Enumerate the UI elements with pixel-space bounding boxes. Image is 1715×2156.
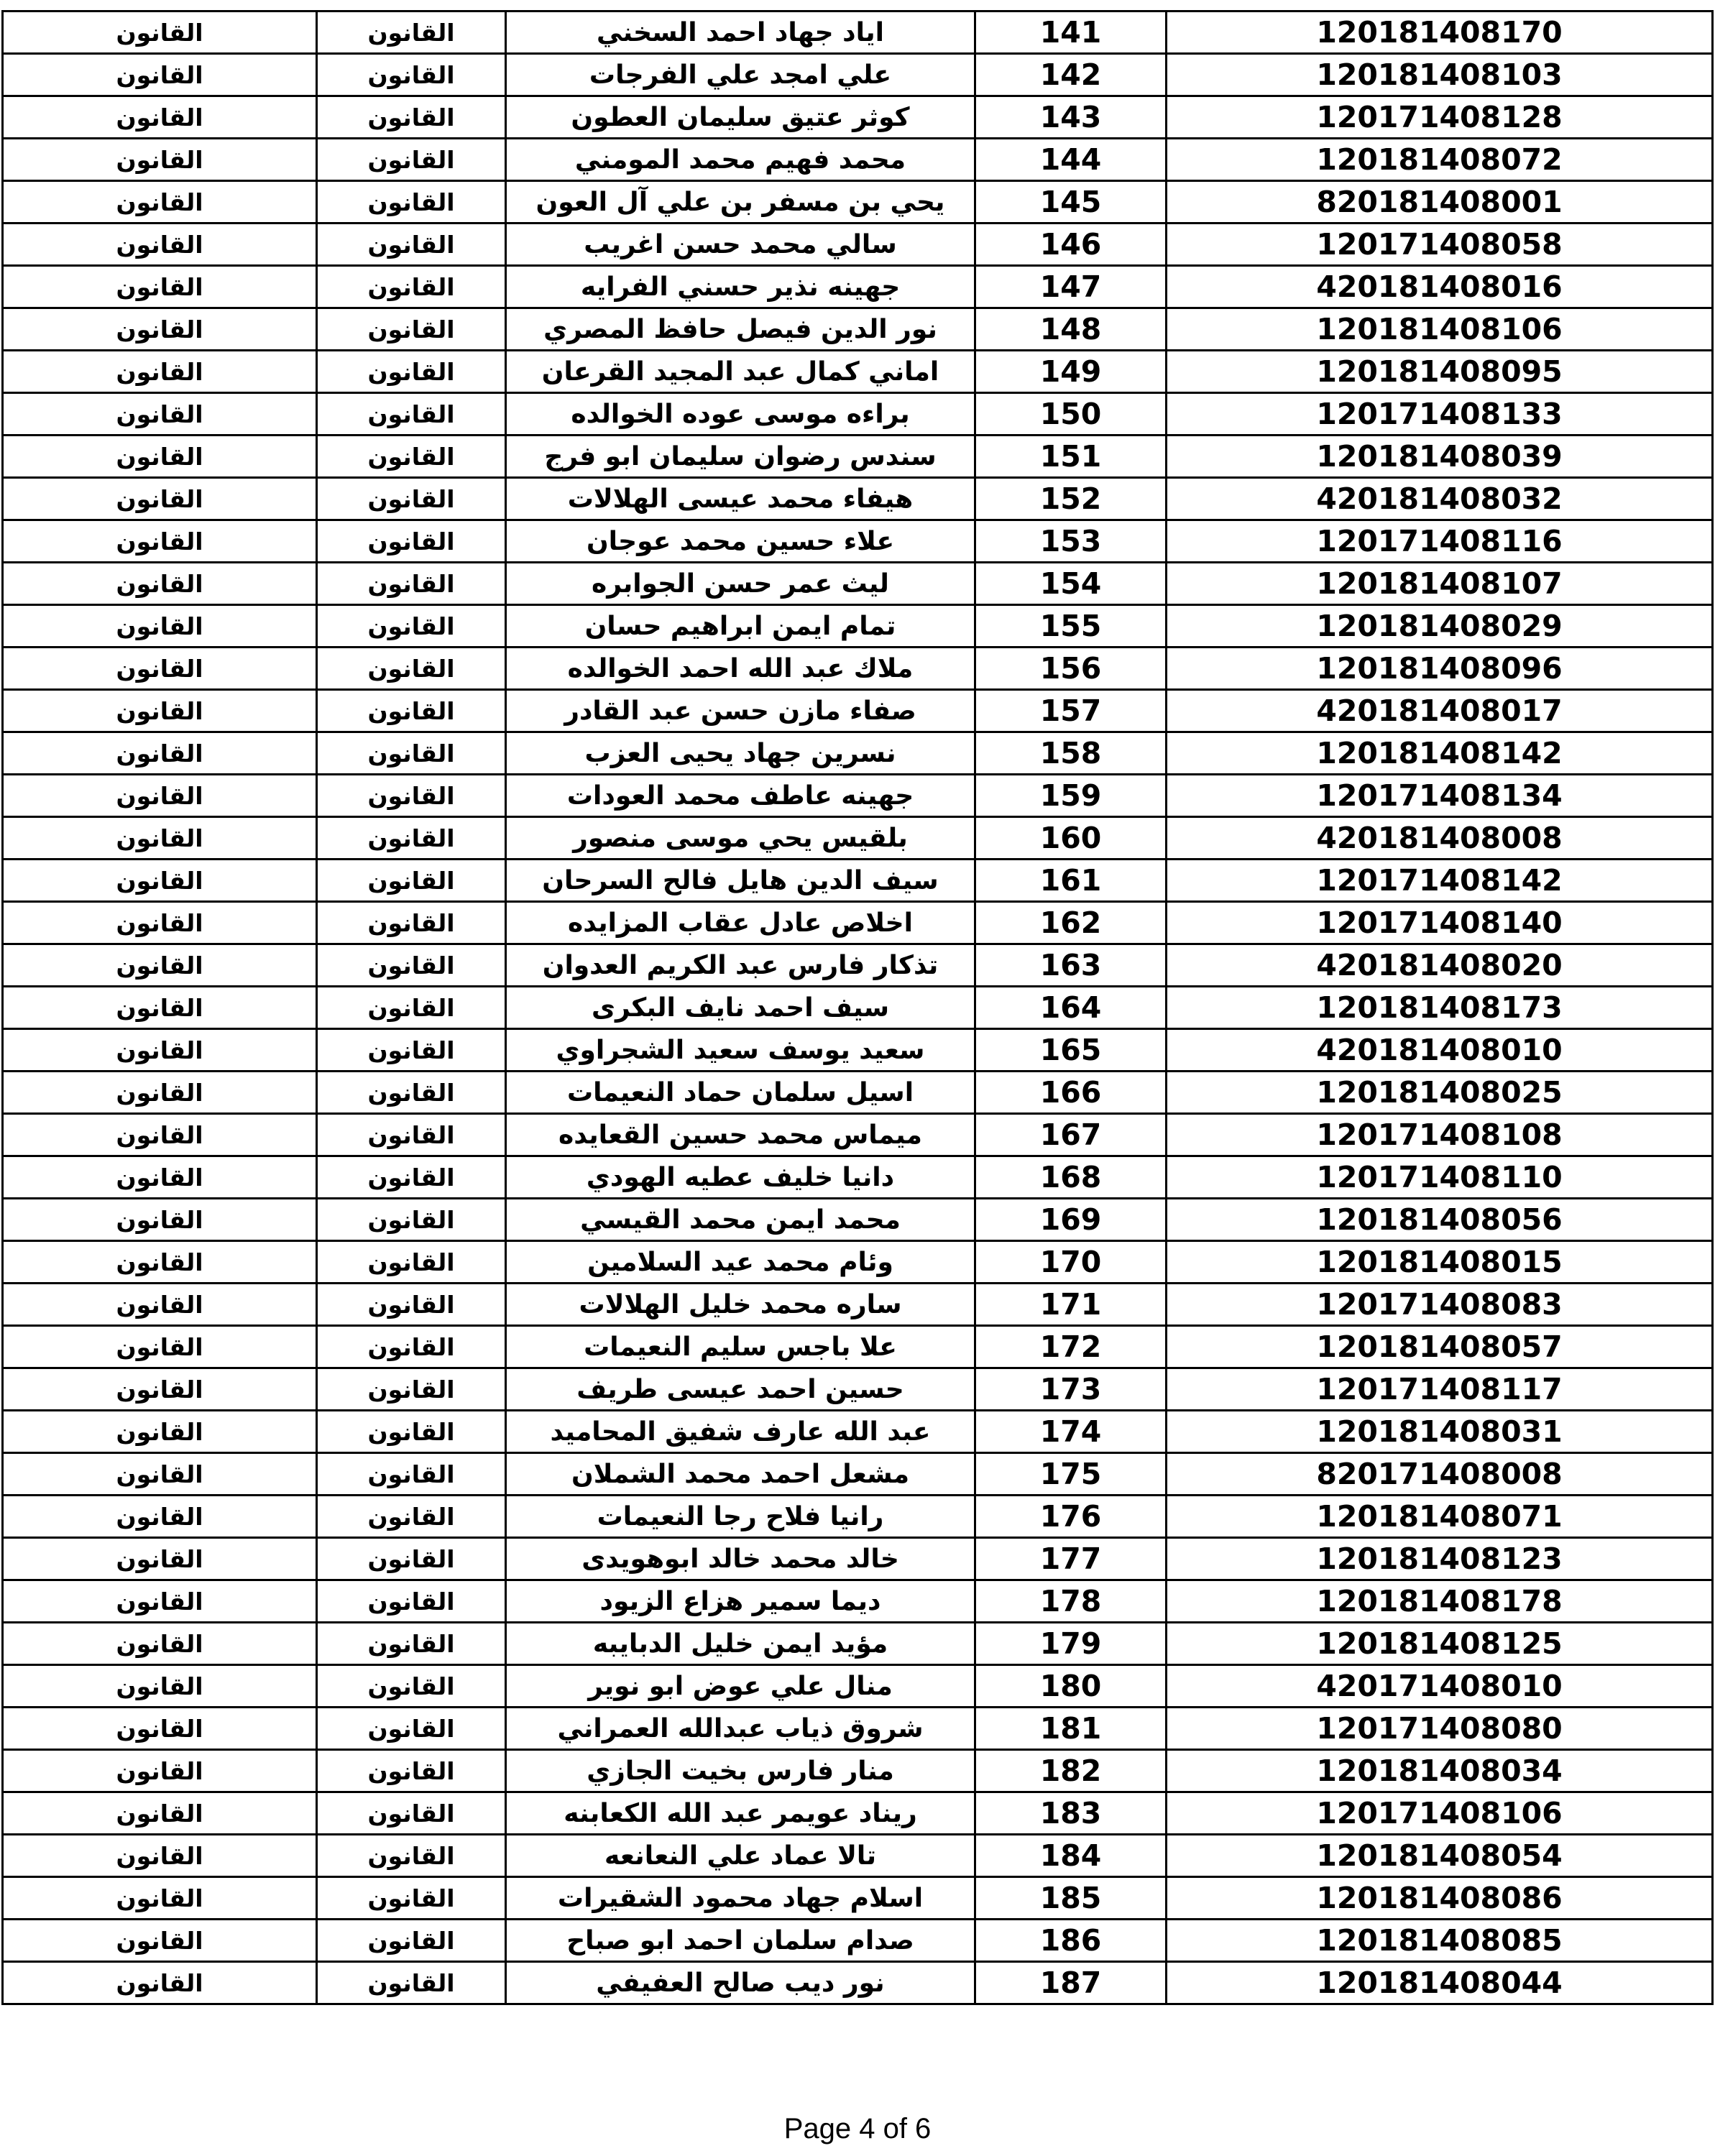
student-id-cell: 120171408108 [1167, 1114, 1713, 1156]
student-name-cell: سيف احمد نايف البكرى [506, 987, 975, 1029]
sequence-number-cell: 156 [975, 648, 1167, 690]
department-cell: القانون [317, 1072, 506, 1114]
department-cell: القانون [317, 1835, 506, 1877]
sequence-number-cell: 176 [975, 1496, 1167, 1538]
student-name-cell: تذكار فارس عبد الكريم العدوان [506, 944, 975, 987]
sequence-number-cell: 155 [975, 605, 1167, 648]
student-id-cell: 420181408020 [1167, 944, 1713, 987]
table-row [3, 54, 1713, 96]
table-row [3, 775, 1713, 817]
faculty-cell: القانون [3, 1580, 317, 1623]
faculty-cell: القانون [3, 520, 317, 563]
faculty-cell: القانون [3, 1368, 317, 1411]
student-name-cell: محمد ايمن محمد القيسي [506, 1199, 975, 1241]
faculty-cell: القانون [3, 11, 317, 54]
sequence-number-cell: 181 [975, 1708, 1167, 1750]
table-row [3, 1623, 1713, 1665]
faculty-cell: القانون [3, 1199, 317, 1241]
faculty-cell: القانون [3, 478, 317, 520]
department-cell: القانون [317, 1792, 506, 1835]
faculty-cell: القانون [3, 308, 317, 351]
department-cell: القانون [317, 775, 506, 817]
department-cell: القانون [317, 1029, 506, 1072]
faculty-cell: القانون [3, 1411, 317, 1453]
department-cell: القانون [317, 1284, 506, 1326]
sequence-number-cell: 182 [975, 1750, 1167, 1792]
faculty-cell: القانون [3, 690, 317, 732]
student-id-cell: 420181408016 [1167, 266, 1713, 308]
student-name-cell: شروق ذياب عبدالله العمراني [506, 1708, 975, 1750]
sequence-number-cell: 167 [975, 1114, 1167, 1156]
student-id-cell: 120171408117 [1167, 1368, 1713, 1411]
table-row [3, 436, 1713, 478]
faculty-cell: القانون [3, 817, 317, 860]
student-id-cell: 120181408107 [1167, 563, 1713, 605]
table-row [3, 139, 1713, 181]
department-cell: القانون [317, 351, 506, 393]
faculty-cell: القانون [3, 1623, 317, 1665]
faculty-cell: القانون [3, 1284, 317, 1326]
department-cell: القانون [317, 817, 506, 860]
table-row [3, 1199, 1713, 1241]
table-row [3, 648, 1713, 690]
student-name-cell: اياد جهاد احمد السخني [506, 11, 975, 54]
faculty-cell: القانون [3, 1708, 317, 1750]
table-row [3, 224, 1713, 266]
student-name-cell: براءه موسى عوده الخوالده [506, 393, 975, 436]
sequence-number-cell: 175 [975, 1453, 1167, 1496]
faculty-cell: القانون [3, 1156, 317, 1199]
table-row [3, 11, 1713, 54]
student-id-cell: 120181408125 [1167, 1623, 1713, 1665]
department-cell: القانون [317, 690, 506, 732]
student-name-cell: سعيد يوسف سعيد الشجراوي [506, 1029, 975, 1072]
table-row [3, 181, 1713, 224]
student-name-cell: اسيل سلمان حماد النعيمات [506, 1072, 975, 1114]
faculty-cell: القانون [3, 266, 317, 308]
table-row [3, 563, 1713, 605]
sequence-number-cell: 150 [975, 393, 1167, 436]
student-id-cell: 120181408039 [1167, 436, 1713, 478]
department-cell: القانون [317, 520, 506, 563]
table-row [3, 1580, 1713, 1623]
faculty-cell: القانون [3, 860, 317, 902]
table-row [3, 1326, 1713, 1368]
faculty-cell: القانون [3, 563, 317, 605]
sequence-number-cell: 184 [975, 1835, 1167, 1877]
table-row [3, 351, 1713, 393]
faculty-cell: القانون [3, 1538, 317, 1580]
student-name-cell: تمام ايمن ابراهيم حسان [506, 605, 975, 648]
table-row [3, 1496, 1713, 1538]
department-cell: القانون [317, 1114, 506, 1156]
sequence-number-cell: 154 [975, 563, 1167, 605]
sequence-number-cell: 158 [975, 732, 1167, 775]
department-cell: القانون [317, 944, 506, 987]
student-name-cell: رانيا فلاح رجا النعيمات [506, 1496, 975, 1538]
student-id-cell: 120181408025 [1167, 1072, 1713, 1114]
faculty-cell: القانون [3, 224, 317, 266]
sequence-number-cell: 149 [975, 351, 1167, 393]
student-id-cell: 420171408010 [1167, 1665, 1713, 1708]
sequence-number-cell: 183 [975, 1792, 1167, 1835]
faculty-cell: القانون [3, 732, 317, 775]
department-cell: القانون [317, 860, 506, 902]
table-row [3, 308, 1713, 351]
faculty-cell: القانون [3, 1665, 317, 1708]
department-cell: القانون [317, 1496, 506, 1538]
faculty-cell: القانون [3, 393, 317, 436]
table-row [3, 1368, 1713, 1411]
department-cell: القانون [317, 308, 506, 351]
student-id-cell: 420181408032 [1167, 478, 1713, 520]
table-row [3, 1877, 1713, 1920]
student-name-cell: يحي بن مسفر بن علي آل العون [506, 181, 975, 224]
student-id-cell: 120181408031 [1167, 1411, 1713, 1453]
department-cell: القانون [317, 1877, 506, 1920]
student-id-cell: 120181408071 [1167, 1496, 1713, 1538]
department-cell: القانون [317, 393, 506, 436]
sequence-number-cell: 141 [975, 11, 1167, 54]
student-name-cell: مشعل احمد محمد الشملان [506, 1453, 975, 1496]
sequence-number-cell: 145 [975, 181, 1167, 224]
student-name-cell: اماني كمال عبد المجيد القرعان [506, 351, 975, 393]
faculty-cell: القانون [3, 1241, 317, 1284]
department-cell: القانون [317, 54, 506, 96]
student-id-cell: 120181408015 [1167, 1241, 1713, 1284]
department-cell: القانون [317, 1326, 506, 1368]
department-cell: القانون [317, 1411, 506, 1453]
sequence-number-cell: 186 [975, 1920, 1167, 1962]
sequence-number-cell: 148 [975, 308, 1167, 351]
student-name-cell: نسرين جهاد يحيى العزب [506, 732, 975, 775]
student-name-cell: تالا عماد علي النعانعه [506, 1835, 975, 1877]
sequence-number-cell: 147 [975, 266, 1167, 308]
department-cell: القانون [317, 732, 506, 775]
department-cell: القانون [317, 1580, 506, 1623]
student-name-cell: محمد فهيم محمد المومني [506, 139, 975, 181]
student-id-cell: 420181408008 [1167, 817, 1713, 860]
sequence-number-cell: 166 [975, 1072, 1167, 1114]
student-id-cell: 120171408133 [1167, 393, 1713, 436]
student-id-cell: 120181408086 [1167, 1877, 1713, 1920]
student-name-cell: كوثر عتيق سليمان العطون [506, 96, 975, 139]
table-row [3, 1284, 1713, 1326]
faculty-cell: القانون [3, 1920, 317, 1962]
department-cell: القانون [317, 266, 506, 308]
department-cell: القانون [317, 1538, 506, 1580]
sequence-number-cell: 172 [975, 1326, 1167, 1368]
student-name-cell: علا باجس سليم النعيمات [506, 1326, 975, 1368]
department-cell: القانون [317, 1241, 506, 1284]
student-name-cell: سالي محمد حسن اغريب [506, 224, 975, 266]
faculty-cell: القانون [3, 1114, 317, 1156]
table-row [3, 1072, 1713, 1114]
roster-body [3, 11, 1713, 2004]
student-name-cell: خالد محمد خالد ابوهويدى [506, 1538, 975, 1580]
sequence-number-cell: 174 [975, 1411, 1167, 1453]
department-cell: القانون [317, 1920, 506, 1962]
student-name-cell: سندس رضوان سليمان ابو فرج [506, 436, 975, 478]
department-cell: القانون [317, 902, 506, 944]
sequence-number-cell: 178 [975, 1580, 1167, 1623]
department-cell: القانون [317, 987, 506, 1029]
department-cell: القانون [317, 1962, 506, 2004]
student-id-cell: 820181408001 [1167, 181, 1713, 224]
department-cell: القانون [317, 436, 506, 478]
table-row [3, 1708, 1713, 1750]
table-row [3, 944, 1713, 987]
student-name-cell: ريناد عويمر عبد الله الكعابنه [506, 1792, 975, 1835]
department-cell: القانون [317, 648, 506, 690]
sequence-number-cell: 185 [975, 1877, 1167, 1920]
student-id-cell: 120181408142 [1167, 732, 1713, 775]
table-row [3, 1156, 1713, 1199]
table-row [3, 1962, 1713, 2004]
student-name-cell: سيف الدين هايل فالح السرحان [506, 860, 975, 902]
faculty-cell: القانون [3, 1792, 317, 1835]
sequence-number-cell: 160 [975, 817, 1167, 860]
faculty-cell: القانون [3, 1029, 317, 1072]
table-row [3, 902, 1713, 944]
student-id-cell: 120171408110 [1167, 1156, 1713, 1199]
table-row [3, 1750, 1713, 1792]
student-id-cell: 120171408142 [1167, 860, 1713, 902]
faculty-cell: القانون [3, 139, 317, 181]
sequence-number-cell: 173 [975, 1368, 1167, 1411]
department-cell: القانون [317, 605, 506, 648]
sequence-number-cell: 159 [975, 775, 1167, 817]
sequence-number-cell: 177 [975, 1538, 1167, 1580]
table-row [3, 817, 1713, 860]
student-roster-table [1, 10, 1714, 2005]
table-row [3, 1538, 1713, 1580]
faculty-cell: القانون [3, 902, 317, 944]
table-row [3, 860, 1713, 902]
department-cell: القانون [317, 11, 506, 54]
student-name-cell: دانيا خليف عطيه الهودي [506, 1156, 975, 1199]
student-id-cell: 120171408116 [1167, 520, 1713, 563]
student-id-cell: 120181408056 [1167, 1199, 1713, 1241]
student-name-cell: صفاء مازن حسن عبد القادر [506, 690, 975, 732]
table-row [3, 96, 1713, 139]
department-cell: القانون [317, 1199, 506, 1241]
faculty-cell: القانون [3, 351, 317, 393]
table-row [3, 987, 1713, 1029]
student-name-cell: عبد الله عارف شفيق المحاميد [506, 1411, 975, 1453]
table-row [3, 1453, 1713, 1496]
table-row [3, 478, 1713, 520]
faculty-cell: القانون [3, 1496, 317, 1538]
sequence-number-cell: 146 [975, 224, 1167, 266]
department-cell: القانون [317, 1623, 506, 1665]
student-id-cell: 120171408140 [1167, 902, 1713, 944]
sequence-number-cell: 165 [975, 1029, 1167, 1072]
department-cell: القانون [317, 181, 506, 224]
faculty-cell: القانون [3, 1962, 317, 2004]
sequence-number-cell: 157 [975, 690, 1167, 732]
student-id-cell: 420181408017 [1167, 690, 1713, 732]
sequence-number-cell: 180 [975, 1665, 1167, 1708]
faculty-cell: القانون [3, 1877, 317, 1920]
faculty-cell: القانون [3, 1326, 317, 1368]
sequence-number-cell: 170 [975, 1241, 1167, 1284]
student-name-cell: جهينه نذير حسني الفرايه [506, 266, 975, 308]
student-id-cell: 820171408008 [1167, 1453, 1713, 1496]
faculty-cell: القانون [3, 1072, 317, 1114]
faculty-cell: القانون [3, 1835, 317, 1877]
department-cell: القانون [317, 1156, 506, 1199]
student-name-cell: بلقيس يحي موسى منصور [506, 817, 975, 860]
faculty-cell: القانون [3, 775, 317, 817]
student-id-cell: 120181408106 [1167, 308, 1713, 351]
department-cell: القانون [317, 139, 506, 181]
faculty-cell: القانون [3, 54, 317, 96]
student-name-cell: منار فارس بخيت الجازي [506, 1750, 975, 1792]
sequence-number-cell: 187 [975, 1962, 1167, 2004]
student-id-cell: 120171408134 [1167, 775, 1713, 817]
sequence-number-cell: 163 [975, 944, 1167, 987]
faculty-cell: القانون [3, 1750, 317, 1792]
department-cell: القانون [317, 1708, 506, 1750]
student-name-cell: علي امجد علي الفرجات [506, 54, 975, 96]
student-id-cell: 120181408072 [1167, 139, 1713, 181]
sequence-number-cell: 168 [975, 1156, 1167, 1199]
table-row [3, 1835, 1713, 1877]
student-id-cell: 120181408123 [1167, 1538, 1713, 1580]
faculty-cell: القانون [3, 1453, 317, 1496]
student-id-cell: 120171408080 [1167, 1708, 1713, 1750]
student-name-cell: مؤيد ايمن خليل الدبايبه [506, 1623, 975, 1665]
student-name-cell: نور الدين فيصل حافظ المصري [506, 308, 975, 351]
department-cell: القانون [317, 563, 506, 605]
student-id-cell: 120181408029 [1167, 605, 1713, 648]
page-footer: Page 4 of 6 [783, 2113, 932, 2145]
table-row [3, 1029, 1713, 1072]
table-row [3, 605, 1713, 648]
department-cell: القانون [317, 96, 506, 139]
student-name-cell: ساره محمد خليل الهلالات [506, 1284, 975, 1326]
student-name-cell: صدام سلمان احمد ابو صباح [506, 1920, 975, 1962]
student-id-cell: 120181408057 [1167, 1326, 1713, 1368]
sequence-number-cell: 171 [975, 1284, 1167, 1326]
sequence-number-cell: 169 [975, 1199, 1167, 1241]
department-cell: القانون [317, 1453, 506, 1496]
sequence-number-cell: 143 [975, 96, 1167, 139]
table-row [3, 1114, 1713, 1156]
student-id-cell: 120181408095 [1167, 351, 1713, 393]
student-name-cell: اسلام جهاد محمود الشقيرات [506, 1877, 975, 1920]
department-cell: القانون [317, 1665, 506, 1708]
student-name-cell: وئام محمد عيد السلامين [506, 1241, 975, 1284]
student-name-cell: ملاك عبد الله احمد الخوالده [506, 648, 975, 690]
student-id-cell: 420181408010 [1167, 1029, 1713, 1072]
sequence-number-cell: 142 [975, 54, 1167, 96]
student-id-cell: 120171408058 [1167, 224, 1713, 266]
student-id-cell: 120171408128 [1167, 96, 1713, 139]
student-id-cell: 120181408044 [1167, 1962, 1713, 2004]
student-name-cell: ليث عمر حسن الجوابره [506, 563, 975, 605]
sequence-number-cell: 164 [975, 987, 1167, 1029]
student-id-cell: 120181408173 [1167, 987, 1713, 1029]
department-cell: القانون [317, 478, 506, 520]
student-name-cell: منال علي عوض ابو نوير [506, 1665, 975, 1708]
sequence-number-cell: 162 [975, 902, 1167, 944]
student-name-cell: هيفاء محمد عيسى الهلالات [506, 478, 975, 520]
sequence-number-cell: 152 [975, 478, 1167, 520]
department-cell: القانون [317, 1750, 506, 1792]
sequence-number-cell: 179 [975, 1623, 1167, 1665]
student-name-cell: علاء حسين محمد عوجان [506, 520, 975, 563]
sequence-number-cell: 161 [975, 860, 1167, 902]
student-id-cell: 120181408085 [1167, 1920, 1713, 1962]
student-id-cell: 120171408083 [1167, 1284, 1713, 1326]
student-name-cell: ميماس محمد حسين القعايده [506, 1114, 975, 1156]
student-id-cell: 120181408170 [1167, 11, 1713, 54]
table-row [3, 1411, 1713, 1453]
student-name-cell: حسين احمد عيسى طريف [506, 1368, 975, 1411]
student-name-cell: نور ديب صالح العفيفي [506, 1962, 975, 2004]
sequence-number-cell: 151 [975, 436, 1167, 478]
faculty-cell: القانون [3, 436, 317, 478]
faculty-cell: القانون [3, 944, 317, 987]
table-row [3, 690, 1713, 732]
student-id-cell: 120181408034 [1167, 1750, 1713, 1792]
table-row [3, 1920, 1713, 1962]
table-row [3, 520, 1713, 563]
student-name-cell: ديما سمير هزاع الزيود [506, 1580, 975, 1623]
student-id-cell: 120181408096 [1167, 648, 1713, 690]
sequence-number-cell: 144 [975, 139, 1167, 181]
faculty-cell: القانون [3, 987, 317, 1029]
student-id-cell: 120171408106 [1167, 1792, 1713, 1835]
table-row [3, 1241, 1713, 1284]
faculty-cell: القانون [3, 605, 317, 648]
student-name-cell: اخلاص عادل عقاب المزايده [506, 902, 975, 944]
faculty-cell: القانون [3, 96, 317, 139]
table-row [3, 732, 1713, 775]
student-id-cell: 120181408054 [1167, 1835, 1713, 1877]
table-row [3, 266, 1713, 308]
faculty-cell: القانون [3, 648, 317, 690]
department-cell: القانون [317, 1368, 506, 1411]
student-name-cell: جهينه عاطف محمد العودات [506, 775, 975, 817]
student-id-cell: 120181408103 [1167, 54, 1713, 96]
student-id-cell: 120181408178 [1167, 1580, 1713, 1623]
table-row [3, 393, 1713, 436]
faculty-cell: القانون [3, 181, 317, 224]
department-cell: القانون [317, 224, 506, 266]
table-row [3, 1792, 1713, 1835]
table-row [3, 1665, 1713, 1708]
sequence-number-cell: 153 [975, 520, 1167, 563]
